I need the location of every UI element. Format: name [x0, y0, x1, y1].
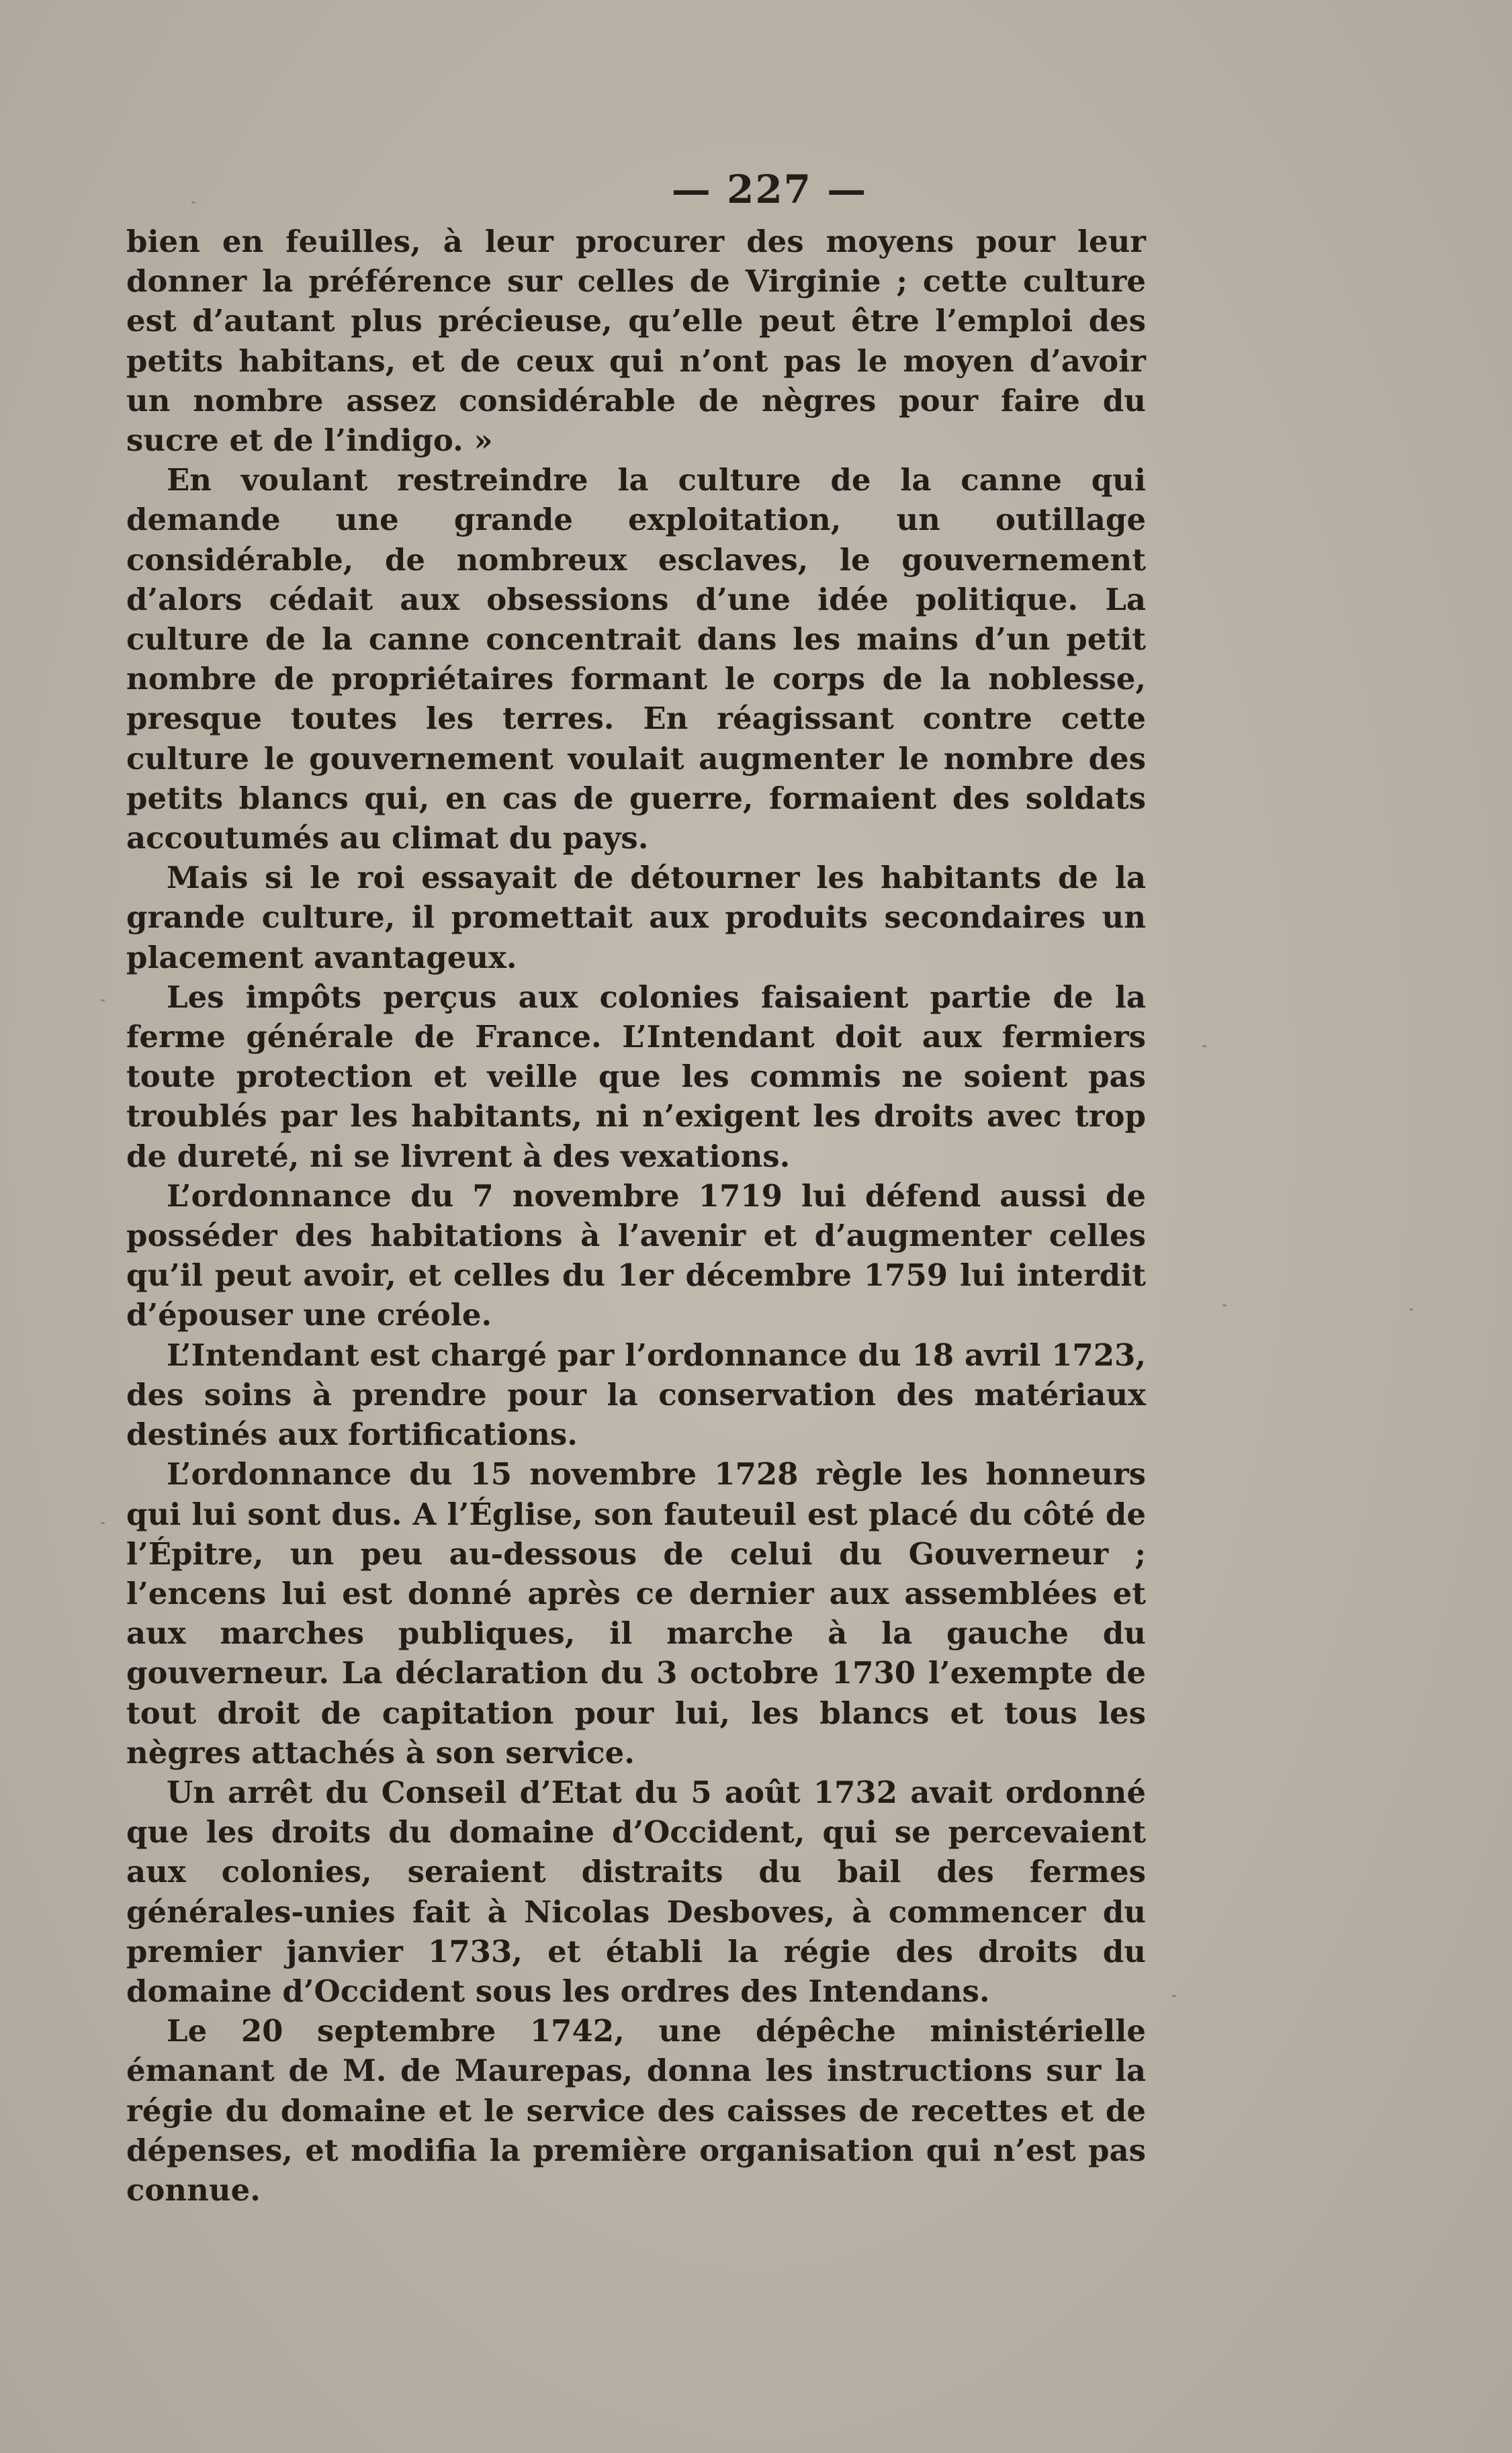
paragraph-5: L’ordonnance du 7 novembre 1719 lui défend aussi de posséder des habitations à l’avenir et d’augmenter celles qu’il peut avoir, et celles du 1er décembre 1759 lui interdit d’épouser une créole.: [126, 1177, 1146, 1333]
paragraph-2: En voulant restreindre la culture de la canne qui demande une grande exploitation, un outillage considérable, de nombreux esclaves, le gouvernement d’alors cédait aux obsessions d’une idée politique. La culture de la canne concentrait dans les mains d’un petit nombre de propriétaires formant le corps de la noblesse, presque toutes les terres. En réagissant contre cette culture le gouvernement voulait augmenter le nombre des petits blancs qui, en cas de guerre, formaient des soldats accoutumés au climat du pays.: [126, 462, 1146, 856]
paragraph-6: L’Intendant est chargé par l’ordonnance du 18 avril 1723, des soins à prendre pour la conservation des matériaux destinés aux fortifications.: [126, 1337, 1146, 1453]
paragraph-9: Le 20 septembre 1742, une dépêche ministérielle émanant de M. de Maurepas, donna les instructions sur la régie du domaine et le service des caisses de recettes et de dépenses, et modifia la première organisation qui n’est pas connue.: [126, 2013, 1146, 2208]
paper-speck: [191, 202, 195, 204]
paper-speck: [101, 1522, 105, 1524]
paragraph-3: Mais si le roi essayait de détourner les habitants de la grande culture, il promettait aux produits secondaires un placement avantageux.: [126, 860, 1146, 975]
paper-speck: [1409, 1308, 1413, 1310]
paragraph-1: bien en feuilles, à leur procurer des moyens pour leur donner la préférence sur celles de Virginie ; cette culture est d’autant plus précieuse, qu’elle peut être l’emploi des petits habitans, et de ceux qui n’ont pas le moyen d’avoir un nombre assez considérable de nègres pour faire du sucre et de l’indigo. »: [126, 224, 1146, 459]
paragraph-7: L’ordonnance du 15 novembre 1728 règle les honneurs qui lui sont dus. A l’Église, son fauteuil est placé du côté de l’Épitre, un peu au-dessous de celui du Gouverneur ; l’encens lui est donné après ce dernier aux assemblées et aux marches publiques, il marche à la gauche du gouverneur. La déclaration du 3 octobre 1730 l’exempte de tout droit de capitation pour lui, les blancs et tous les nègres attachés à son service.: [126, 1456, 1146, 1771]
page-number: — 227 —: [671, 167, 868, 212]
paragraph-8: Un arrêt du Conseil d’Etat du 5 août 1732 avait ordonné que les droits du domaine d’Occident, qui se percevaient aux colonies, seraient distraits du bail des fermes générales-unies fait à Nicolas Desboves, à commencer du premier janvier 1733, et établi la régie des droits du domaine d’Occident sous les ordres des Intendans.: [126, 1774, 1146, 2009]
paper-speck: [1172, 1995, 1176, 1997]
paper-speck: [1202, 1045, 1206, 1047]
paper-speck: [1222, 1304, 1227, 1306]
paragraph-4: Les impôts perçus aux colonies faisaient partie de la ferme générale de France. L’Intendant doit aux fermiers toute protection et veille que les commis ne soient pas troublés par les habitants, ni n’exigent les droits avec trop de dureté, ni se livrent à des vexations.: [126, 979, 1146, 1174]
paper-speck: [101, 999, 105, 1001]
body-text: [126, 222, 1146, 2210]
